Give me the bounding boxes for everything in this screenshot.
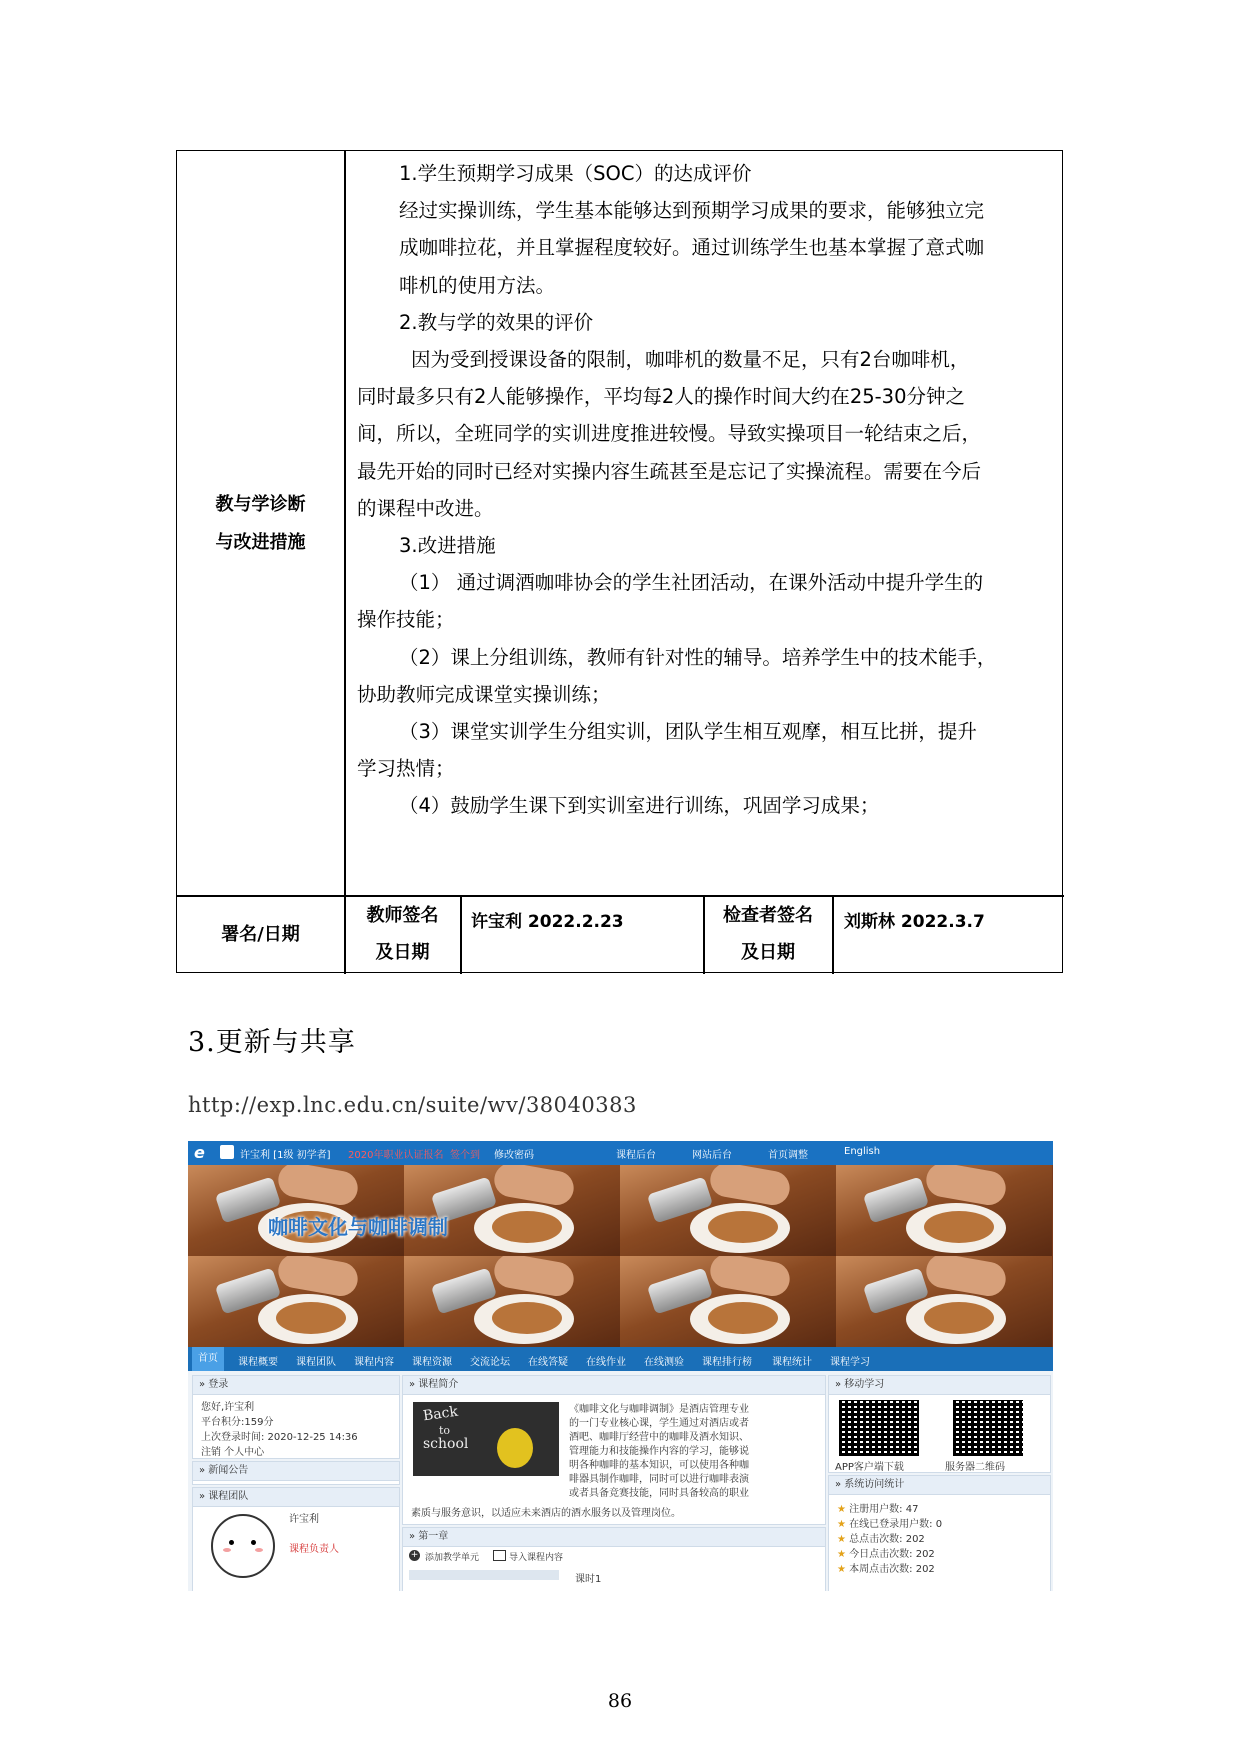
latte-art-photo — [188, 1256, 404, 1347]
team-member-role: 课程负责人 — [289, 1544, 339, 1555]
diagnosis-line: （1） 通过调酒咖啡协会的学生社团活动，在课外活动中提升学生的 — [399, 571, 984, 595]
nav-home[interactable]: 首页 — [192, 1347, 224, 1371]
course-banner — [188, 1165, 1053, 1347]
stats-panel-title: » 系统访问统计 — [829, 1476, 1050, 1495]
checker-sign-label — [704, 897, 832, 971]
diagnosis-line: 协助教师完成课堂实操训练； — [357, 682, 611, 706]
login-actions[interactable]: 注销 个人中心 — [201, 1447, 265, 1458]
checker-sign-value: 刘斯林 2022.3.7 — [844, 912, 985, 932]
intro-line: 啡器具制作咖啡，同时可以进行咖啡表演 — [569, 1474, 749, 1485]
server-qr-label[interactable]: 服务器二维码 — [945, 1462, 1005, 1473]
row-divider — [177, 895, 1064, 897]
diagnosis-line: 1.学生预期学习成果（SOC）的达成评价 — [399, 162, 752, 185]
import-content-button[interactable]: 导入课程内容 — [509, 1553, 564, 1563]
app-download-label[interactable]: APP客户端下载 — [835, 1462, 904, 1473]
user-avatar-icon — [220, 1145, 234, 1159]
section-title: 3.更新与共享 — [188, 1027, 356, 1058]
lesson-label[interactable]: 课时1 — [575, 1574, 602, 1585]
login-greeting: 您好,许宝利 — [201, 1402, 255, 1413]
intro-line: 或者具备竞赛技能，同时具备较高的职业 — [569, 1488, 749, 1499]
latte-art-photo — [620, 1256, 836, 1347]
login-panel — [192, 1375, 400, 1459]
topbar-password[interactable]: 修改密码 — [494, 1150, 534, 1161]
course-nav — [188, 1347, 1053, 1371]
diagnosis-line: 因为受到授课设备的限制，咖啡机的数量不足，只有2台咖啡机， — [411, 348, 970, 372]
checker-sign-label-line1: 检查者签名 — [723, 905, 813, 926]
import-icon[interactable] — [493, 1550, 506, 1561]
intro-line: 《咖啡文化与咖啡调制》是酒店管理专业 — [569, 1404, 749, 1415]
diagnosis-line: （3）课堂实训学生分组实训，团队学生相互观摩，相互比拼，提升 — [399, 720, 977, 744]
intro-line: 明各种咖啡的基本知识，可以使用各种咖 — [569, 1460, 749, 1471]
topbar-home-adjust[interactable]: 首页调整 — [768, 1150, 808, 1161]
intro-line: 管理能力和技能操作内容的学习，能够说 — [569, 1446, 749, 1457]
intro-panel-title: » 课程简介 — [403, 1376, 825, 1395]
teacher-sign-label-line1: 教师签名 — [366, 905, 439, 926]
back-to-school-image — [413, 1402, 559, 1476]
topbar-checkin[interactable]: 签个到 — [450, 1150, 480, 1161]
diagnosis-label-line1: 教与学诊断 — [215, 494, 306, 515]
topbar-site-admin[interactable]: 网站后台 — [692, 1150, 732, 1161]
diagnosis-label — [177, 486, 344, 562]
avatar — [211, 1514, 275, 1578]
intro-line: 素质与服务意识，以适应未来酒店的酒水服务以及管理岗位。 — [411, 1508, 681, 1519]
latte-art-photo — [404, 1256, 620, 1347]
sig-divider-3 — [832, 895, 834, 974]
diagnosis-line: 3.改进措施 — [399, 534, 496, 558]
stats-panel — [828, 1475, 1051, 1591]
latte-art-photo — [836, 1165, 1052, 1256]
topbar-english[interactable]: English — [844, 1146, 881, 1157]
evaluation-table — [176, 150, 1063, 973]
nav-content[interactable]: 课程内容 — [354, 1357, 394, 1368]
team-member-name[interactable]: 许宝利 — [289, 1514, 319, 1525]
teacher-sign-label-line2: 及日期 — [375, 942, 430, 963]
site-topbar — [188, 1141, 1053, 1165]
star-icon: ★ — [837, 1564, 846, 1575]
diagnosis-line: 操作技能； — [357, 608, 455, 632]
login-points: 平台积分:159分 — [201, 1417, 274, 1428]
stat-text: 注册用户数: 47 — [849, 1504, 919, 1515]
star-icon: ★ — [837, 1519, 846, 1530]
mobile-panel — [828, 1375, 1051, 1473]
diagnosis-line: 2.教与学的效果的评价 — [399, 310, 594, 334]
diagnosis-label-line2: 与改进措施 — [215, 532, 306, 553]
stat-text: 在线已登录用户数: 0 — [849, 1519, 943, 1530]
chapter-panel-title: » 第一章 — [403, 1528, 825, 1547]
server-qr-code — [953, 1400, 1023, 1456]
team-panel-title: » 课程团队 — [193, 1488, 399, 1507]
nav-resources[interactable]: 课程资源 — [412, 1357, 452, 1368]
stat-text: 总点击次数: 202 — [849, 1534, 925, 1545]
stat-text: 今日点击次数: 202 — [849, 1549, 935, 1560]
login-last-time: 上次登录时间: 2020-12-25 14:36 — [201, 1432, 358, 1443]
intro-panel — [402, 1375, 826, 1525]
add-unit-button[interactable]: 添加教学单元 — [425, 1553, 480, 1563]
topbar-user[interactable]: 许宝利 [1级 初学者] — [240, 1150, 331, 1161]
nav-ranking[interactable]: 课程排行榜 — [702, 1357, 752, 1368]
topbar-cert[interactable]: 2020年职业认证报名 — [348, 1150, 444, 1161]
nav-team[interactable]: 课程团队 — [296, 1357, 336, 1368]
news-panel-title: » 新闻公告 — [193, 1462, 399, 1481]
course-url-link[interactable]: http://exp.lnc.edu.cn/suite/wv/38040383 — [188, 1093, 637, 1117]
nav-stats[interactable]: 课程统计 — [772, 1357, 812, 1368]
diagnosis-line: 啡机的使用方法。 — [399, 273, 556, 297]
stat-week-clicks — [837, 1560, 935, 1575]
diagnosis-line: 经过实操训练，学生基本能够达到预期学习成果的要求，能够独立完 — [399, 199, 985, 223]
diagnosis-line: 同时最多只有2人能够操作，平均每2人的操作时间大约在25-30分钟之 — [357, 385, 965, 409]
stat-text: 本周点击次数: 202 — [849, 1564, 935, 1575]
diagnosis-line: 成咖啡拉花，并且掌握程度较好。通过训练学生也基本掌握了意式咖 — [399, 236, 985, 260]
teacher-sign-value: 许宝利 2022.2.23 — [471, 912, 624, 932]
stat-today-clicks — [837, 1545, 935, 1560]
course-website-screenshot — [188, 1141, 1053, 1591]
latte-art-photo — [620, 1165, 836, 1256]
intro-line: 的一门专业核心课，学生通过对酒店或者 — [569, 1418, 749, 1429]
diagnosis-line: （4）鼓励学生课下到实训室进行训练，巩固学习成果； — [399, 794, 880, 818]
stat-registered — [837, 1500, 918, 1515]
image-text-back: Back — [422, 1403, 459, 1425]
team-panel — [192, 1487, 400, 1591]
star-icon: ★ — [837, 1504, 846, 1515]
diagnosis-line: 间，所以，全班同学的实训进度推进较慢。导致实操项目一轮结束之后， — [357, 422, 982, 446]
intro-line: 酒吧、咖啡厅经营中的咖啡及酒水知识、 — [569, 1432, 749, 1443]
news-panel — [192, 1461, 400, 1485]
star-icon: ★ — [837, 1549, 846, 1560]
topbar-course-admin[interactable]: 课程后台 — [616, 1150, 656, 1161]
app-qr-code — [839, 1400, 919, 1456]
nav-quiz[interactable]: 在线测验 — [644, 1357, 684, 1368]
mobile-panel-title: » 移动学习 — [829, 1376, 1050, 1395]
column-divider — [344, 151, 346, 974]
page-number: 86 — [607, 1690, 633, 1712]
diagnosis-content — [357, 155, 1057, 825]
login-panel-title: » 登录 — [193, 1376, 399, 1395]
nav-qa[interactable]: 在线答疑 — [528, 1357, 568, 1368]
chapter-panel — [402, 1527, 826, 1591]
latte-art-photo — [836, 1256, 1052, 1347]
nav-summary[interactable]: 课程概要 — [238, 1357, 278, 1368]
nav-learning[interactable]: 课程学习 — [830, 1357, 870, 1368]
nav-forum[interactable]: 交流论坛 — [470, 1357, 510, 1368]
image-text-school: school — [423, 1436, 469, 1452]
diagnosis-line: （2）课上分组训练，教师有针对性的辅导。培养学生中的技术能手， — [399, 645, 997, 669]
add-icon[interactable]: + — [410, 1550, 419, 1560]
stat-online — [837, 1515, 942, 1530]
chapter-toolbar — [409, 1570, 559, 1580]
nav-homework[interactable]: 在线作业 — [586, 1357, 626, 1368]
banner-course-title: 咖啡文化与咖啡调制 — [268, 1215, 448, 1239]
diagnosis-line: 学习热情； — [357, 757, 455, 781]
teacher-sign-label — [345, 897, 460, 971]
star-icon: ★ — [837, 1534, 846, 1545]
checker-sign-label-line2: 及日期 — [741, 942, 795, 963]
signature-row-label: 署名/日期 — [221, 924, 300, 945]
stat-total-clicks — [837, 1530, 925, 1545]
diagnosis-line: 的课程中改进。 — [357, 496, 494, 520]
image-text-to: to — [439, 1424, 451, 1437]
sig-divider-1 — [460, 895, 462, 974]
diagnosis-line: 最先开始的同时已经对实操内容生疏甚至是忘记了实操流程。需要在今后 — [357, 459, 982, 483]
site-logo-icon: e — [194, 1143, 205, 1162]
